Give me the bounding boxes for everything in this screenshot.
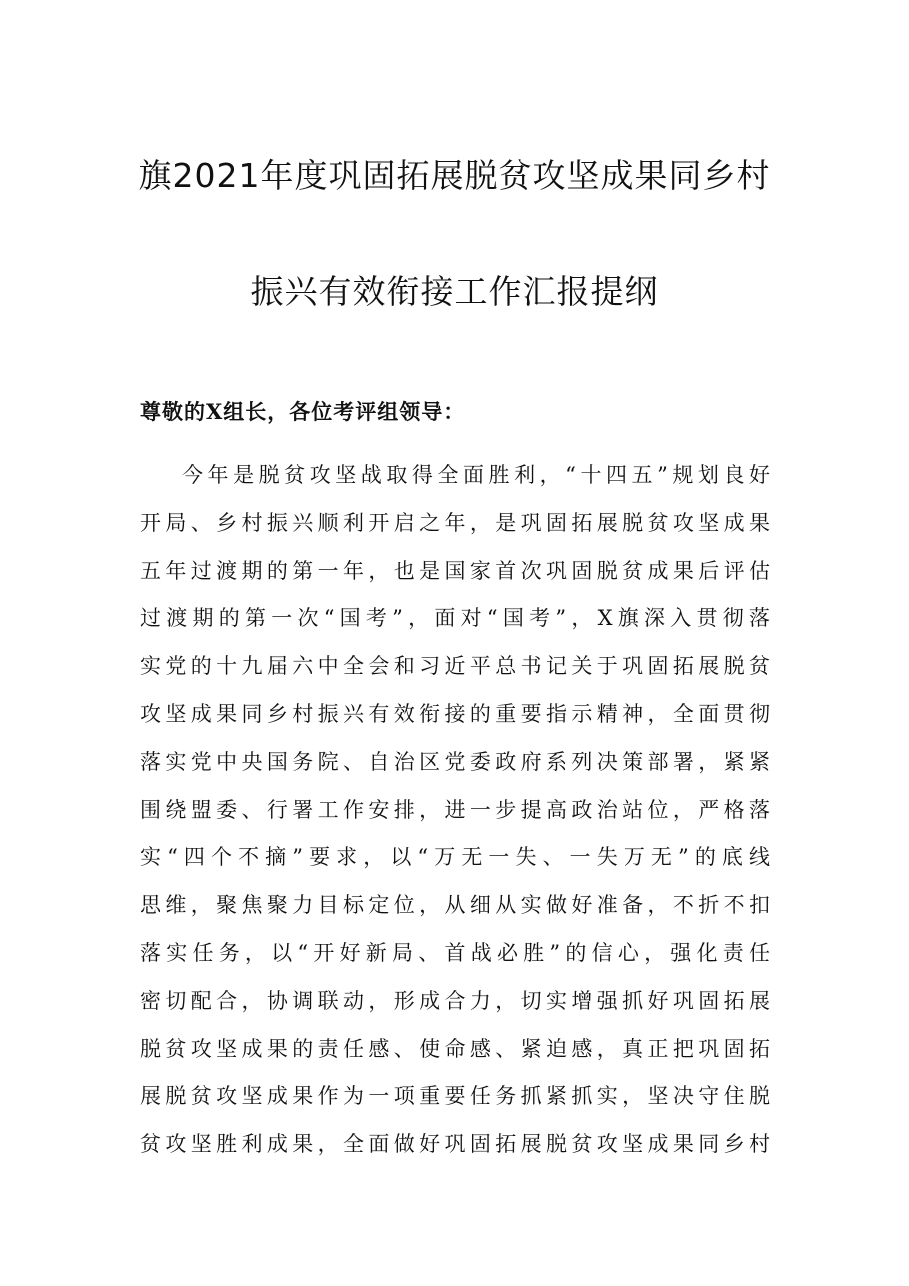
body-line: 贫攻坚胜利成果，全面做好巩固拓展脱贫攻坚成果同乡村 [140, 1132, 770, 1157]
body-line: 攻坚成果同乡村振兴有效衔接的重要指示精神，全面贯彻 [140, 701, 770, 726]
document-title-line-1: 旗2021年度巩固拓展脱贫攻坚成果同乡村 [138, 156, 771, 195]
body-line: 五年过渡期的第一年，也是国家首次巩固脱贫成果后评估 [140, 558, 770, 583]
body-line: 密切配合，协调联动，形成合力，切实增强抓好巩固拓展 [140, 988, 770, 1013]
body-line: 围绕盟委、行署工作安排，进一步提高政治站位，严格落 [140, 797, 770, 822]
body-line: 思维，聚焦聚力目标定位，从细从实做好准备，不折不扣 [140, 893, 770, 918]
body-line: 过渡期的第一次“国考”，面对“国考”，X旗深入贯彻落 [140, 606, 770, 631]
salutation: 尊敬的X组长，各位考评组领导： [140, 399, 466, 424]
body-line: 今年是脱贫攻坚战取得全面胜利，“十四五”规划良好 [182, 463, 770, 487]
body-line: 落实任务，以“开好新局、首战必胜”的信心，强化责任 [140, 940, 770, 965]
document-title-line-2: 振兴有效衔接工作汇报提纲 [250, 272, 659, 311]
body-line: 实“四个不摘”要求，以“万无一失、一失万无”的底线 [140, 845, 770, 870]
body-line: 展脱贫攻坚成果作为一项重要任务抓紧抓实，坚决守住脱 [140, 1084, 770, 1109]
body-paragraph [140, 452, 770, 1169]
body-line: 落实党中央国务院、自治区党委政府系列决策部署，紧紧 [140, 749, 770, 774]
body-line: 实党的十九届六中全会和习近平总书记关于巩固拓展脱贫 [140, 654, 770, 679]
body-line: 脱贫攻坚成果的责任感、使命感、紧迫感，真正把巩固拓 [140, 1036, 770, 1061]
body-line: 开局、乡村振兴顺利开启之年，是巩固拓展脱贫攻坚成果 [140, 510, 770, 535]
